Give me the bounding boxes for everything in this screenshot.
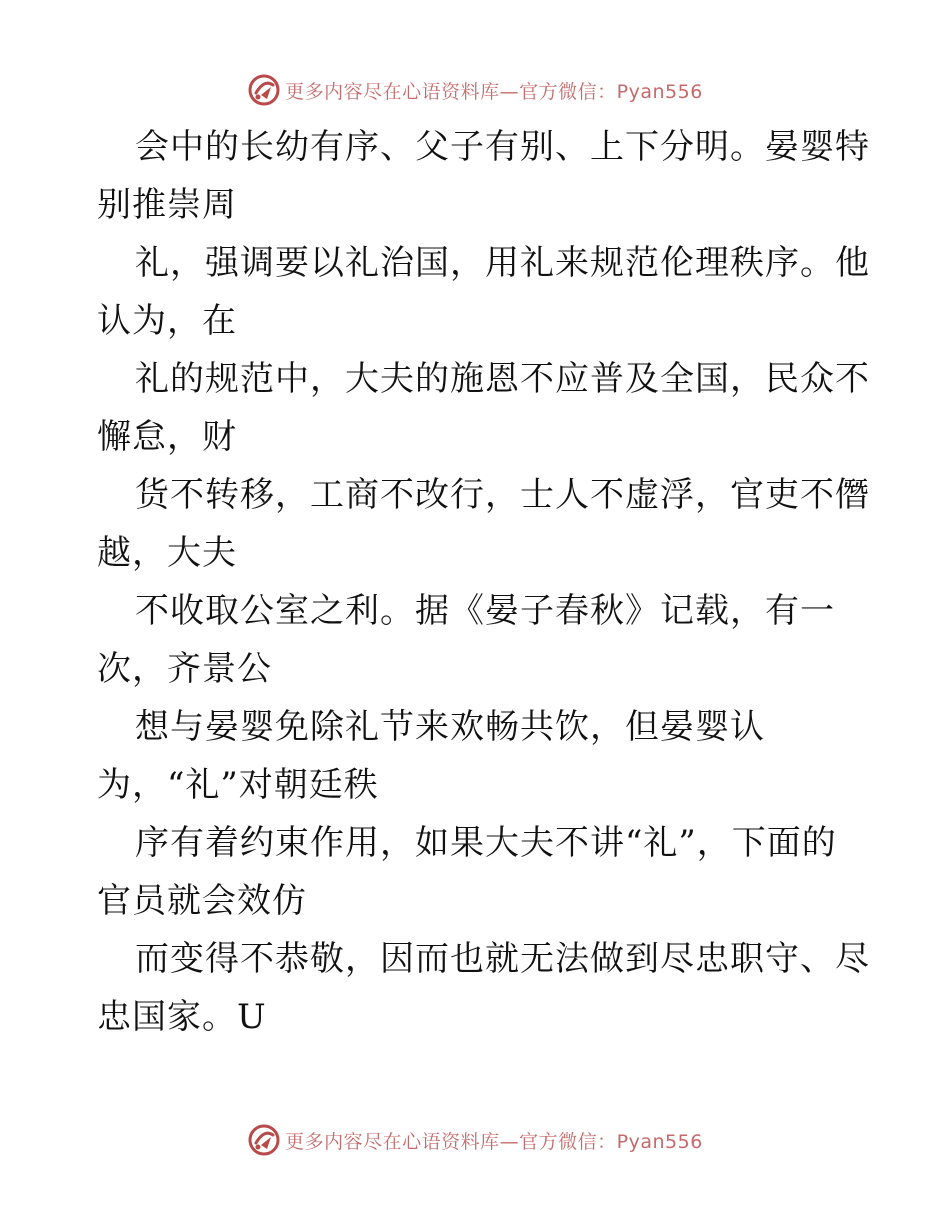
text-line: 序有着约束作用，如果大夫不讲“礼”，下面的: [135, 823, 837, 863]
text-line: 忠国家。U: [97, 997, 267, 1037]
text-line: 想与晏婴免除礼节来欢畅共饮，但晏婴认: [135, 707, 765, 747]
footer-watermark-banner: [0, 1120, 950, 1160]
text-line: 不收取公室之利。据《晏子春秋》记载，有一: [135, 591, 835, 631]
text-line: 为，“礼”对朝廷秩: [97, 765, 379, 805]
text-line: 而变得不恭敬，因而也就无法做到尽忠职守、尽: [135, 939, 870, 979]
red-seal-logo-icon: [247, 73, 281, 107]
document-body: [97, 118, 870, 1046]
text-line: 懈怠，财: [97, 417, 237, 457]
text-line: 越，大夫: [97, 533, 237, 573]
text-line: 会中的长幼有序、父子有别、上下分明。晏婴特: [135, 127, 870, 167]
header-watermark-text: 更多内容尽在心语资料库—官方微信：Pyan556: [285, 80, 703, 103]
footer-watermark-text: 更多内容尽在心语资料库—官方微信：Pyan556: [285, 1130, 703, 1153]
text-line: 认为，在: [97, 301, 237, 341]
text-line: 次，齐景公: [97, 649, 272, 689]
text-line: 别推崇周: [97, 185, 237, 225]
header-watermark-banner: [0, 70, 950, 110]
text-line: 官员就会效仿: [97, 881, 307, 921]
red-seal-logo-icon: [247, 1123, 281, 1157]
text-line: 礼，强调要以礼治国，用礼来规范伦理秩序。他: [135, 243, 870, 283]
text-line: 礼的规范中，大夫的施恩不应普及全国，民众不: [135, 359, 870, 399]
text-line: 货不转移，工商不改行，士人不虚浮，官吏不僭: [135, 475, 870, 515]
